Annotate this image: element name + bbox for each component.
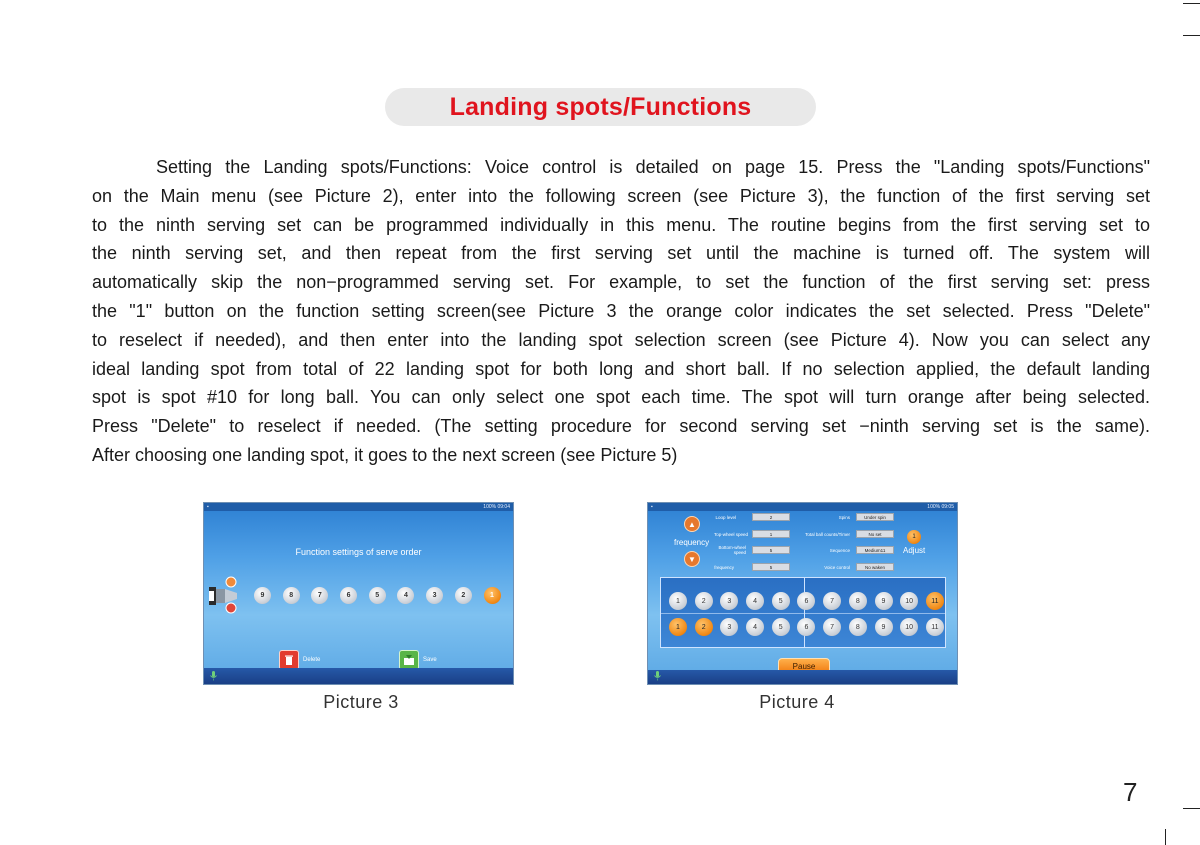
order-button-6[interactable]: 6 [340,587,357,604]
crop-mark [1183,808,1200,809]
paragraph-line: Press "Delete" to reselect if needed. (The setting procedure for second serving set −ninth serving set is the same). [92,416,1150,437]
setting-label: Spins [838,515,850,520]
save-label: Save [423,657,437,663]
long-ball-spots [669,592,944,610]
short-spot-11[interactable]: 11 [926,618,944,636]
setting-value[interactable]: Under spin [856,513,894,521]
crop-mark [1183,35,1200,36]
setting-label: Sequence [829,548,850,553]
notification-icon: ▪ [207,504,209,510]
paragraph-line: ideal landing spot from total of 22 landing spot for both long and short ball. If no selection applied, the default landing [92,358,1150,379]
setting-value[interactable]: 2 [752,513,790,521]
trash-icon [279,650,299,670]
save-button[interactable] [399,650,437,670]
long-spot-11-selected[interactable]: 11 [926,592,944,610]
body-paragraph [92,153,1150,470]
picture-4-screenshot [647,502,958,685]
setting-value[interactable]: No waken [856,563,894,571]
page-number: 7 [1123,777,1138,807]
order-button-5[interactable]: 5 [369,587,386,604]
picture-3-caption: Picture 3 [323,692,399,712]
long-spot-6[interactable]: 6 [797,592,815,610]
short-spot-6[interactable]: 6 [797,618,815,636]
notification-icon: ▪ [651,504,653,510]
picture-4-caption: Picture 4 [759,692,835,712]
adjust-label: Adjust [903,546,926,555]
setting-label: Total ball counts/Timer [805,532,850,537]
long-spot-3[interactable]: 3 [720,592,738,610]
short-spot-9[interactable]: 9 [875,618,893,636]
short-spot-8[interactable]: 8 [849,618,867,636]
paragraph-line: the "1" button on the function setting screen(see Picture 3 the orange color indicates the set selected. Press "Delete" [92,300,1150,321]
short-spot-5[interactable]: 5 [772,618,790,636]
frequency-up-button[interactable]: ▲ [684,516,700,532]
paragraph-line: automatically skip the non−programmed serving set. For example, to set the function of the first serving set: press [92,272,1150,293]
short-spot-4[interactable]: 4 [746,618,764,636]
long-spot-5[interactable]: 5 [772,592,790,610]
order-button-1-selected[interactable]: 1 [484,587,501,604]
order-button-8[interactable]: 8 [283,587,300,604]
table-center-line [661,613,945,614]
order-button-4[interactable]: 4 [397,587,414,604]
order-button-9[interactable]: 9 [254,587,271,604]
pause-button[interactable]: Pause [778,658,830,674]
status-bar [204,503,513,511]
setting-label: Loop level [715,515,736,520]
order-button-7[interactable]: 7 [311,587,328,604]
adjust-set-indicator[interactable]: 1 [907,530,921,544]
section-heading [385,88,816,126]
long-spot-7[interactable]: 7 [823,592,841,610]
paragraph-line: spot is spot #10 for long ball. You can only select one spot each time. The spot will turn orange after being selected. [92,387,1150,408]
setting-label: Voice control [824,565,850,570]
short-spot-1-selected[interactable]: 1 [669,618,687,636]
setting-value[interactable]: 1 [752,530,790,538]
serving-machine-icon [207,576,243,614]
long-spot-10[interactable]: 10 [900,592,918,610]
crop-mark [1165,829,1166,845]
section-heading-text: Landing spots/Functions [449,92,752,121]
short-spot-10[interactable]: 10 [900,618,918,636]
order-button-2[interactable]: 2 [455,587,472,604]
order-button-3[interactable]: 3 [426,587,443,604]
microphone-icon[interactable] [209,671,218,681]
setting-label: frequency [714,565,734,570]
long-spot-4[interactable]: 4 [746,592,764,610]
setting-value[interactable]: No set [856,530,894,538]
table-landing-area [660,577,946,648]
long-spot-9[interactable]: 9 [875,592,893,610]
bottom-bar [204,668,513,684]
serve-order-buttons [254,587,501,604]
status-bar [648,503,957,511]
setting-label: Bottom-wheel speed [718,545,746,555]
short-spot-3[interactable]: 3 [720,618,738,636]
status-time: 100% 09:05 [927,504,954,510]
long-spot-8[interactable]: 8 [849,592,867,610]
function-settings-title: Function settings of serve order [295,547,422,557]
setting-label: Top-wheel speed [713,532,748,537]
delete-label: Delete [303,657,321,663]
microphone-icon[interactable] [653,671,662,681]
paragraph-line: on the Main menu (see Picture 2), enter into the following screen (see Picture 3), the function of the first serving set [92,185,1150,206]
long-spot-2[interactable]: 2 [695,592,713,610]
picture-3-screenshot [203,502,514,685]
paragraph-line: to the ninth serving set can be programmed individually in this menu. The routine begins from the first serving set to [92,214,1150,235]
short-spot-2-selected[interactable]: 2 [695,618,713,636]
paragraph-line: Setting the Landing spots/Functions: Voice control is detailed on page 15. Press the "Landing spots/Functions" [156,157,1150,177]
paragraph-line: the ninth serving set, and then repeat from the first serving set until the machine is turned off. The system will [92,243,1150,264]
short-ball-spots [669,618,944,636]
bottom-bar [648,670,957,684]
setting-value[interactable]: 5 [752,563,790,571]
paragraph-line: After choosing one landing spot, it goes to the next screen (see Picture 5) [92,444,678,465]
crop-mark [1183,3,1200,4]
status-time: 100% 09:04 [483,504,510,510]
long-spot-1[interactable]: 1 [669,592,687,610]
delete-button[interactable] [279,650,320,670]
frequency-down-button[interactable]: ▼ [684,551,700,567]
save-icon [399,650,419,670]
setting-value[interactable]: Medium11 [856,546,894,554]
setting-value[interactable]: 5 [752,546,790,554]
frequency-label: frequency [674,538,710,547]
short-spot-7[interactable]: 7 [823,618,841,636]
paragraph-line: to reselect if needed), and then enter into the landing spot selection screen (see Picture 4). Now you can select any [92,329,1150,350]
